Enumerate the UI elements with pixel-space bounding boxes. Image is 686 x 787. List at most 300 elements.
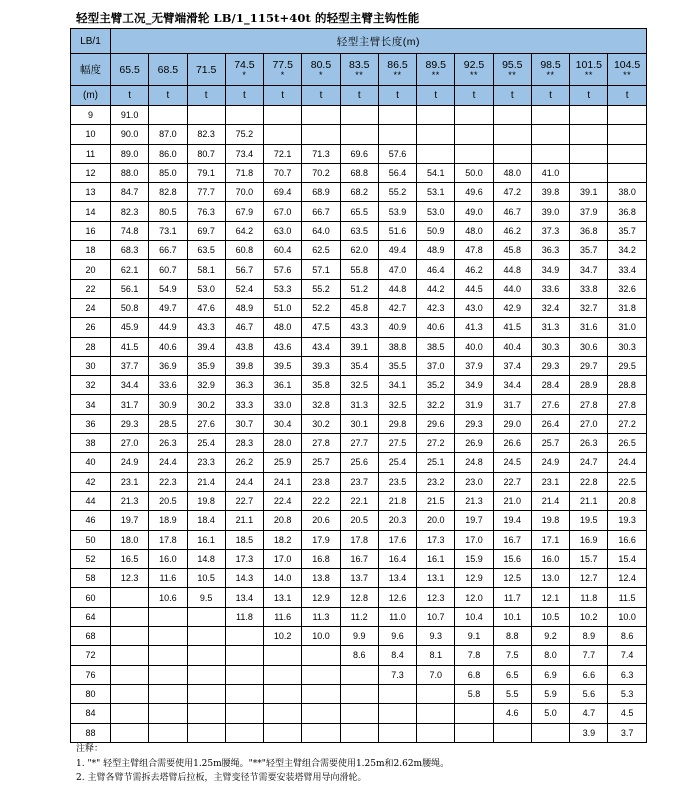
- capacity-cell: 52.4: [225, 279, 263, 298]
- boom-length-header: [378, 54, 416, 86]
- capacity-cell: 11.0: [378, 607, 416, 626]
- capacity-cell: 30.3: [608, 337, 646, 356]
- rope-mark: **: [508, 70, 517, 80]
- capacity-cell: 52.2: [302, 298, 340, 317]
- capacity-cell: [111, 684, 149, 703]
- radius-cell: 40: [71, 453, 111, 472]
- capacity-cell: [149, 665, 187, 684]
- boom-length-value: 92.5: [463, 59, 485, 71]
- capacity-cell: 31.9: [455, 395, 493, 414]
- table-row: [71, 723, 647, 742]
- capacity-cell: 73.4: [225, 144, 263, 163]
- capacity-cell: 58.1: [187, 260, 225, 279]
- capacity-cell: [302, 723, 340, 742]
- capacity-cell: [225, 704, 263, 723]
- capacity-cell: [378, 704, 416, 723]
- capacity-cell: 20.3: [378, 511, 416, 530]
- capacity-cell: [531, 723, 569, 742]
- capacity-cell: 48.0: [264, 318, 302, 337]
- capacity-cell: 6.9: [531, 665, 569, 684]
- capacity-cell: 32.2: [417, 395, 455, 414]
- capacity-cell: [531, 144, 569, 163]
- capacity-cell: 35.2: [417, 376, 455, 395]
- radius-cell: 46: [71, 511, 111, 530]
- capacity-cell: 17.9: [302, 530, 340, 549]
- capacity-cell: 40.4: [493, 337, 531, 356]
- capacity-cell: 6.3: [608, 665, 646, 684]
- capacity-cell: [417, 723, 455, 742]
- capacity-cell: 11.6: [149, 569, 187, 588]
- capacity-cell: 25.6: [340, 453, 378, 472]
- page-title: 轻型主臂工况_无臂端滑轮 LB/1_115t+40t 的轻型主臂主钩性能: [76, 11, 420, 25]
- capacity-cell: 44.5: [455, 279, 493, 298]
- capacity-cell: [493, 723, 531, 742]
- capacity-cell: 40.9: [378, 318, 416, 337]
- capacity-cell: 23.8: [302, 472, 340, 491]
- capacity-cell: [111, 665, 149, 684]
- capacity-cell: 63.0: [264, 221, 302, 240]
- capacity-cell: 29.8: [378, 414, 416, 433]
- capacity-cell: 26.2: [225, 453, 263, 472]
- boom-length-value: 68.5: [157, 63, 179, 76]
- capacity-cell: 48.0: [455, 221, 493, 240]
- notes: [76, 742, 449, 786]
- rope-mark: *: [280, 70, 285, 80]
- capacity-cell: 71.3: [302, 144, 340, 163]
- capacity-cell: 46.2: [455, 260, 493, 279]
- capacity-cell: 22.7: [225, 491, 263, 510]
- boom-length-header: [340, 54, 378, 86]
- radius-cell: 36: [71, 414, 111, 433]
- radius-unit: (m): [71, 86, 111, 106]
- capacity-cell: 60.7: [149, 260, 187, 279]
- capacity-cell: 69.4: [264, 183, 302, 202]
- capacity-cell: 39.8: [225, 356, 263, 375]
- rope-mark: **: [355, 70, 364, 80]
- capacity-cell: 13.0: [531, 569, 569, 588]
- capacity-cell: 17.0: [455, 530, 493, 549]
- boom-length-value: 104.5: [613, 59, 641, 71]
- capacity-cell: 34.9: [455, 376, 493, 395]
- boom-length-header: [187, 54, 225, 86]
- capacity-cell: 23.1: [111, 472, 149, 491]
- capacity-cell: 16.4: [378, 549, 416, 568]
- boom-length-value: 98.5: [540, 59, 561, 71]
- capacity-cell: 62.0: [340, 241, 378, 260]
- radius-cell: 42: [71, 472, 111, 491]
- capacity-cell: 8.0: [531, 646, 569, 665]
- unit-cell: t: [417, 86, 455, 106]
- capacity-cell: [149, 646, 187, 665]
- capacity-cell: 26.5: [608, 434, 646, 453]
- capacity-cell: 64.2: [225, 221, 263, 240]
- capacity-cell: 16.8: [302, 549, 340, 568]
- capacity-cell: 10.2: [264, 627, 302, 646]
- capacity-cell: 6.5: [493, 665, 531, 684]
- capacity-cell: [493, 144, 531, 163]
- capacity-cell: 14.8: [187, 549, 225, 568]
- rope-mark: **: [546, 70, 555, 80]
- table-row: [71, 376, 647, 395]
- capacity-cell: 20.6: [302, 511, 340, 530]
- capacity-cell: 24.4: [225, 472, 263, 491]
- capacity-cell: 70.0: [225, 183, 263, 202]
- capacity-cell: 4.5: [608, 704, 646, 723]
- capacity-cell: 37.9: [570, 202, 608, 221]
- capacity-cell: 43.8: [225, 337, 263, 356]
- capacity-cell: 5.0: [531, 704, 569, 723]
- capacity-cell: 11.2: [340, 607, 378, 626]
- capacity-cell: 27.8: [302, 434, 340, 453]
- capacity-cell: 29.7: [570, 356, 608, 375]
- capacity-cell: 46.7: [225, 318, 263, 337]
- capacity-cell: 36.8: [570, 221, 608, 240]
- radius-label: 幅度: [71, 54, 111, 86]
- capacity-cell: [187, 723, 225, 742]
- capacity-cell: 29.0: [493, 414, 531, 433]
- table-row: [71, 395, 647, 414]
- capacity-cell: 36.1: [264, 376, 302, 395]
- capacity-cell: 28.9: [570, 376, 608, 395]
- capacity-cell: 88.0: [111, 163, 149, 182]
- capacity-cell: [455, 125, 493, 144]
- capacity-cell: 31.7: [493, 395, 531, 414]
- capacity-cell: 26.3: [570, 434, 608, 453]
- table-row: [71, 337, 647, 356]
- capacity-cell: [149, 704, 187, 723]
- capacity-cell: [264, 723, 302, 742]
- capacity-cell: 15.6: [493, 549, 531, 568]
- capacity-cell: 13.7: [340, 569, 378, 588]
- capacity-cell: 19.5: [570, 511, 608, 530]
- capacity-cell: 8.4: [378, 646, 416, 665]
- table-row: [71, 530, 647, 549]
- capacity-cell: 12.0: [455, 588, 493, 607]
- capacity-cell: 10.5: [531, 607, 569, 626]
- capacity-cell: 12.6: [378, 588, 416, 607]
- capacity-cell: 36.8: [608, 202, 646, 221]
- capacity-cell: 16.1: [187, 530, 225, 549]
- table-row: [71, 665, 647, 684]
- capacity-cell: [417, 125, 455, 144]
- capacity-cell: 13.1: [264, 588, 302, 607]
- capacity-cell: 82.3: [111, 202, 149, 221]
- table-row: [71, 511, 647, 530]
- capacity-cell: 12.4: [608, 569, 646, 588]
- capacity-cell: 8.6: [608, 627, 646, 646]
- capacity-cell: 21.3: [111, 491, 149, 510]
- capacity-cell: 77.7: [187, 183, 225, 202]
- capacity-cell: [149, 607, 187, 626]
- capacity-cell: 38.8: [378, 337, 416, 356]
- capacity-cell: 47.2: [493, 183, 531, 202]
- header-row-units: [71, 86, 647, 106]
- capacity-cell: 23.3: [187, 453, 225, 472]
- capacity-cell: 55.2: [302, 279, 340, 298]
- capacity-cell: 30.1: [340, 414, 378, 433]
- unit-cell: t: [264, 86, 302, 106]
- capacity-cell: 31.7: [111, 395, 149, 414]
- rope-mark: **: [584, 70, 593, 80]
- capacity-cell: [264, 704, 302, 723]
- capacity-cell: 39.5: [264, 356, 302, 375]
- radius-cell: 44: [71, 491, 111, 510]
- capacity-cell: 32.6: [608, 279, 646, 298]
- boom-length-value: 77.5: [272, 59, 293, 71]
- capacity-cell: 53.0: [187, 279, 225, 298]
- radius-cell: 11: [71, 144, 111, 163]
- capacity-cell: 6.8: [455, 665, 493, 684]
- capacity-cell: 25.4: [378, 453, 416, 472]
- capacity-cell: 16.7: [340, 549, 378, 568]
- capacity-cell: 32.5: [340, 376, 378, 395]
- capacity-cell: 24.1: [264, 472, 302, 491]
- capacity-cell: 42.7: [378, 298, 416, 317]
- capacity-cell: 82.3: [187, 125, 225, 144]
- capacity-cell: [302, 646, 340, 665]
- capacity-cell: 41.0: [531, 163, 569, 182]
- note-1: 1. "*" 轻型主臂组合需要使用1.25m腰绳。"**"轻型主臂组合需要使用1.25m和2.62m腰绳。: [76, 758, 450, 769]
- capacity-cell: 44.2: [417, 279, 455, 298]
- capacity-cell: 43.6: [264, 337, 302, 356]
- capacity-cell: 17.3: [225, 549, 263, 568]
- capacity-cell: 39.8: [531, 183, 569, 202]
- capacity-cell: 75.2: [225, 125, 263, 144]
- capacity-cell: 19.8: [187, 491, 225, 510]
- capacity-cell: 69.7: [187, 221, 225, 240]
- capacity-cell: 33.3: [225, 395, 263, 414]
- radius-cell: 52: [71, 549, 111, 568]
- capacity-cell: 53.0: [417, 202, 455, 221]
- capacity-cell: 44.8: [378, 279, 416, 298]
- table-row: [71, 569, 647, 588]
- boom-length-header: [493, 54, 531, 86]
- capacity-cell: [378, 125, 416, 144]
- capacity-cell: [455, 704, 493, 723]
- rope-mark: **: [623, 70, 632, 80]
- radius-cell: 16: [71, 221, 111, 240]
- capacity-cell: 33.0: [264, 395, 302, 414]
- capacity-cell: 26.6: [493, 434, 531, 453]
- capacity-cell: 41.5: [111, 337, 149, 356]
- table-row: [71, 260, 647, 279]
- radius-cell: 18: [71, 241, 111, 260]
- capacity-cell: [187, 704, 225, 723]
- capacity-cell: 37.4: [493, 356, 531, 375]
- capacity-cell: 36.9: [149, 356, 187, 375]
- capacity-cell: 56.4: [378, 163, 416, 182]
- capacity-cell: [531, 106, 569, 125]
- capacity-cell: [417, 106, 455, 125]
- capacity-cell: [608, 144, 646, 163]
- capacity-cell: 45.9: [111, 318, 149, 337]
- capacity-cell: [417, 704, 455, 723]
- table-row: [71, 704, 647, 723]
- unit-cell: t: [340, 86, 378, 106]
- capacity-cell: 46.4: [417, 260, 455, 279]
- boom-length-value: 83.5: [349, 59, 370, 71]
- capacity-cell: [378, 723, 416, 742]
- capacity-cell: 86.0: [149, 144, 187, 163]
- table-row: [71, 356, 647, 375]
- capacity-cell: 28.5: [149, 414, 187, 433]
- capacity-cell: 49.7: [149, 298, 187, 317]
- radius-cell: 32: [71, 376, 111, 395]
- capacity-cell: 9.6: [378, 627, 416, 646]
- capacity-cell: 20.0: [417, 511, 455, 530]
- rope-mark: **: [470, 70, 479, 80]
- table-row: [71, 144, 647, 163]
- capacity-cell: [608, 125, 646, 144]
- capacity-cell: [608, 163, 646, 182]
- table-row: [71, 588, 647, 607]
- capacity-cell: 7.0: [417, 665, 455, 684]
- capacity-cell: 6.6: [570, 665, 608, 684]
- boom-length-value: 74.5: [234, 59, 255, 71]
- capacity-cell: [417, 684, 455, 703]
- capacity-cell: 25.1: [417, 453, 455, 472]
- capacity-cell: [111, 646, 149, 665]
- radius-cell: 72: [71, 646, 111, 665]
- capacity-cell: 11.6: [264, 607, 302, 626]
- capacity-cell: 40.6: [149, 337, 187, 356]
- capacity-cell: 53.3: [264, 279, 302, 298]
- capacity-cell: 24.9: [531, 453, 569, 472]
- capacity-cell: [187, 684, 225, 703]
- capacity-cell: 17.3: [417, 530, 455, 549]
- table-row: [71, 183, 647, 202]
- unit-cell: t: [225, 86, 263, 106]
- capacity-cell: 25.4: [187, 434, 225, 453]
- capacity-cell: [302, 106, 340, 125]
- corner-label: LB/1: [71, 29, 111, 54]
- table-row: [71, 241, 647, 260]
- boom-length-value: 86.5: [387, 59, 408, 71]
- capacity-cell: 27.5: [378, 434, 416, 453]
- capacity-cell: 20.8: [608, 491, 646, 510]
- capacity-cell: 10.2: [570, 607, 608, 626]
- capacity-cell: 73.1: [149, 221, 187, 240]
- capacity-cell: 8.6: [340, 646, 378, 665]
- capacity-cell: 10.7: [417, 607, 455, 626]
- capacity-cell: 11.3: [302, 607, 340, 626]
- boom-length-header: [608, 54, 646, 86]
- capacity-cell: 27.2: [417, 434, 455, 453]
- capacity-cell: 65.5: [340, 202, 378, 221]
- capacity-cell: 35.8: [302, 376, 340, 395]
- capacity-cell: 67.0: [264, 202, 302, 221]
- radius-cell: 13: [71, 183, 111, 202]
- capacity-cell: 56.1: [111, 279, 149, 298]
- capacity-cell: 18.0: [111, 530, 149, 549]
- capacity-cell: 66.7: [302, 202, 340, 221]
- capacity-cell: 30.2: [187, 395, 225, 414]
- table-row: [71, 279, 647, 298]
- radius-cell: 28: [71, 337, 111, 356]
- capacity-cell: 17.6: [378, 530, 416, 549]
- capacity-cell: 51.6: [378, 221, 416, 240]
- capacity-cell: 38.5: [417, 337, 455, 356]
- capacity-cell: 43.3: [340, 318, 378, 337]
- capacity-cell: 53.9: [378, 202, 416, 221]
- capacity-cell: 35.5: [378, 356, 416, 375]
- capacity-cell: 22.5: [608, 472, 646, 491]
- capacity-cell: [378, 684, 416, 703]
- capacity-cell: [570, 106, 608, 125]
- capacity-cell: [225, 684, 263, 703]
- capacity-cell: 5.3: [608, 684, 646, 703]
- capacity-cell: 60.4: [264, 241, 302, 260]
- capacity-cell: 29.3: [455, 414, 493, 433]
- capacity-cell: [264, 665, 302, 684]
- header-row-group: [71, 29, 647, 54]
- capacity-cell: 33.6: [531, 279, 569, 298]
- capacity-cell: [225, 646, 263, 665]
- capacity-cell: 15.7: [570, 549, 608, 568]
- capacity-cell: 32.9: [187, 376, 225, 395]
- capacity-cell: 13.1: [417, 569, 455, 588]
- capacity-cell: 10.1: [493, 607, 531, 626]
- capacity-cell: 28.3: [225, 434, 263, 453]
- capacity-cell: 41.3: [455, 318, 493, 337]
- capacity-cell: 48.9: [225, 298, 263, 317]
- capacity-cell: 7.8: [455, 646, 493, 665]
- capacity-cell: 55.2: [378, 183, 416, 202]
- capacity-cell: 9.3: [417, 627, 455, 646]
- capacity-cell: 7.4: [608, 646, 646, 665]
- radius-cell: 68: [71, 627, 111, 646]
- capacity-cell: [302, 125, 340, 144]
- boom-length-header: [417, 54, 455, 86]
- boom-length-value: 95.5: [502, 59, 523, 71]
- unit-cell: t: [149, 86, 187, 106]
- capacity-cell: 31.6: [570, 318, 608, 337]
- unit-cell: t: [111, 86, 149, 106]
- capacity-cell: [264, 125, 302, 144]
- capacity-cell: 48.9: [417, 241, 455, 260]
- capacity-cell: 23.7: [340, 472, 378, 491]
- table-row: [71, 318, 647, 337]
- table-row: [71, 298, 647, 317]
- radius-cell: 58: [71, 569, 111, 588]
- capacity-cell: 46.2: [493, 221, 531, 240]
- capacity-cell: [149, 723, 187, 742]
- capacity-cell: 31.8: [608, 298, 646, 317]
- capacity-cell: 60.8: [225, 241, 263, 260]
- capacity-cell: 16.0: [531, 549, 569, 568]
- capacity-cell: 44.0: [493, 279, 531, 298]
- capacity-cell: 68.2: [340, 183, 378, 202]
- boom-length-value: 71.5: [195, 63, 217, 76]
- capacity-cell: 11.7: [493, 588, 531, 607]
- capacity-cell: 7.5: [493, 646, 531, 665]
- note-2: 2. 主臂各臂节需拆去塔臂后拉板，主臂变径节需要安装塔臂用导向滑轮。: [76, 773, 367, 783]
- capacity-cell: 68.9: [302, 183, 340, 202]
- capacity-cell: 13.8: [302, 569, 340, 588]
- capacity-cell: 51.2: [340, 279, 378, 298]
- capacity-cell: 63.5: [187, 241, 225, 260]
- capacity-cell: 19.4: [493, 511, 531, 530]
- capacity-cell: 5.9: [531, 684, 569, 703]
- capacity-cell: 32.7: [570, 298, 608, 317]
- capacity-cell: 74.8: [111, 221, 149, 240]
- rope-mark: *: [318, 70, 323, 80]
- capacity-cell: 67.9: [225, 202, 263, 221]
- capacity-cell: 23.1: [531, 472, 569, 491]
- capacity-cell: [493, 106, 531, 125]
- capacity-cell: 31.0: [608, 318, 646, 337]
- radius-cell: 30: [71, 356, 111, 375]
